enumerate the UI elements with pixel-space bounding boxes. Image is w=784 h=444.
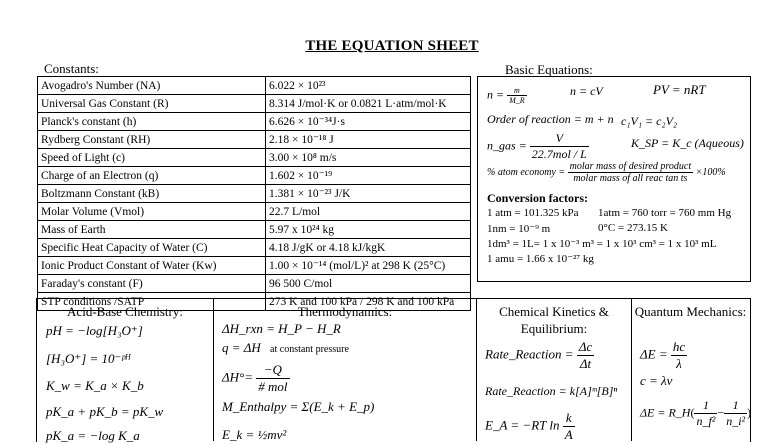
- constant-name: STP conditions /SATP: [38, 293, 266, 311]
- eq-rydberg: ΔE = R_H( $\frac{1}{\text{n\_f²}}$ − $\frac{1}{\text{n\_i²}}$ ): [640, 398, 752, 428]
- eq-delta-h-rxn: ΔH_rxn = H_P − H_R: [222, 321, 341, 336]
- constants-row: [38, 221, 471, 239]
- conv-volume: 1dm³ = 1L= 1 x 10⁻³ m³ = 1 x 10³ cm³ = 1 x 10³ mL: [487, 238, 717, 250]
- constant-value: 273 K and 100 kPa / 298 K and 100 kPa: [266, 293, 471, 311]
- constant-value: 3.00 × 10⁸ m/s: [266, 149, 471, 167]
- constant-name: Charge of an Electron (q): [38, 167, 266, 185]
- eq-rate-reaction: Rate_Reaction = $\frac{\Delta c}{\Delta t}$: [485, 339, 593, 371]
- constant-name: Speed of Light (c): [38, 149, 266, 167]
- eq-enthalpy: M_Enthalpy = Σ(E_k + E_p): [222, 399, 375, 414]
- constant-value: 2.18 × 10⁻¹⁸ J: [266, 131, 471, 149]
- constants-row: [38, 239, 471, 257]
- constants-row: [38, 77, 471, 95]
- constant-name: Universal Gas Constant (R): [38, 95, 266, 113]
- eq-ksp: K_SP = K_c (Aqueous): [631, 136, 744, 150]
- eq-delta-h-mol: ΔH°= $\frac{-Q}{\text{\# mol}}$: [222, 362, 288, 394]
- constant-value: 6.022 × 10²³: [266, 77, 471, 95]
- constant-value: 1.381 × 10⁻²³ J/K: [266, 185, 471, 203]
- eq-n-cv: n = cV: [570, 84, 603, 98]
- constant-value: 4.18 J/gK or 4.18 kJ/kgK: [266, 239, 471, 257]
- conversion-heading: Conversion factors:: [487, 191, 588, 205]
- eq-order-reaction: Order of reaction = m + n: [487, 112, 614, 126]
- conv-amu: 1 amu = 1.66 x 10⁻²⁷ kg: [487, 253, 594, 265]
- constant-name: Faraday's constant (F): [38, 275, 266, 293]
- constant-name: Specific Heat Capacity of Water (C): [38, 239, 266, 257]
- constants-row: [38, 203, 471, 221]
- conv-atm-torr: 1atm = 760 torr = 760 mm Hg: [598, 207, 732, 219]
- constants-row: [38, 131, 471, 149]
- constants-row: [38, 95, 471, 113]
- eq-c1v1: c₁V₁ = c₂V₂: [621, 114, 678, 128]
- constant-value: 22.7 L/mol: [266, 203, 471, 221]
- eq-q-delta-h: q = ΔH at constant pressure: [222, 340, 349, 355]
- constant-value: 1.602 × 10⁻¹⁹: [266, 167, 471, 185]
- eq-h3o: [H₃O⁺] = 10⁻ᵖᴴ: [46, 351, 130, 366]
- constant-name: Rydberg Constant (RH): [38, 131, 266, 149]
- eq-rate-law: Rate_Reaction = k[A]ᵐ[B]ⁿ: [485, 384, 618, 398]
- constant-name: Molar Volume (Vmol): [38, 203, 266, 221]
- eq-n-mass: n = $\frac{m}{M\_R}$: [487, 86, 525, 105]
- eq-kw: K_w = K_a × K_b: [46, 378, 144, 393]
- eq-atom-economy: % atom economy = $\frac{\text{molar mass of desired product}}{\text{molar mass of all reac tan ts}}$ ×100%: [487, 161, 726, 184]
- quantum-heading: Quantum Mechanics:: [634, 304, 747, 319]
- constant-name: Mass of Earth: [38, 221, 266, 239]
- constants-table: [37, 76, 471, 311]
- constant-value: 6.626 × 10⁻³⁴J·s: [266, 113, 471, 131]
- constant-value: 1.00 × 10⁻¹⁴ (mol/L)² at 298 K (25°C): [266, 257, 471, 275]
- constant-name: Avogadro's Number (NA): [38, 77, 266, 95]
- acid-base-heading: Acid-Base Chemistry:: [67, 304, 183, 319]
- constant-name: Planck's constant (h): [38, 113, 266, 131]
- eq-delta-e-photon: ΔE = $\frac{hc}{\lambda}$: [640, 339, 686, 371]
- constants-row: [38, 275, 471, 293]
- eq-activation-energy: E_A = −RT ln $\frac{k}{A}$: [485, 410, 573, 442]
- constants-row: [38, 167, 471, 185]
- constants-heading: Constants:: [44, 61, 99, 76]
- eq-pv-nrt: PV = nRT: [653, 82, 706, 97]
- constant-value: 96 500 C/mol: [266, 275, 471, 293]
- kinetics-heading: Chemical Kinetics & Equilibrium:: [499, 304, 609, 336]
- basic-equations-heading: Basic Equations:: [505, 62, 593, 77]
- constant-name: Ionic Product Constant of Water (Kw): [38, 257, 266, 275]
- eq-kinetic-energy: E_k = ½mv²: [222, 427, 287, 442]
- eq-pka-pkb: pK_a + pK_b = pK_w: [46, 404, 164, 419]
- constants-row: [38, 113, 471, 131]
- eq-ngas: n_gas = $\frac{V}{\text{22.7mol / L}}$: [487, 131, 587, 161]
- eq-ph: pH = −log[H₃O⁺]: [46, 323, 143, 338]
- page-title: THE EQUATION SHEET: [305, 38, 479, 54]
- conv-nm: 1nm = 10⁻⁹ m: [487, 223, 551, 235]
- conv-atm-kpa: 1 atm = 101.325 kPa: [487, 207, 579, 219]
- constants-row: [38, 149, 471, 167]
- constant-value: 8.314 J/mol·K or 0.0821 L·atm/mol·K: [266, 95, 471, 113]
- constants-row: [38, 257, 471, 275]
- eq-c-lambda-v: c = λv: [640, 373, 673, 388]
- constant-name: Boltzmann Constant (kB): [38, 185, 266, 203]
- constant-value: 5.97 x 10²⁴ kg: [266, 221, 471, 239]
- constants-row: [38, 185, 471, 203]
- eq-pka: pK_a = −log K_a: [46, 428, 140, 443]
- thermodynamics-heading: Thermodynamics:: [297, 304, 393, 319]
- conv-celsius: 0°C = 273.15 K: [598, 222, 668, 234]
